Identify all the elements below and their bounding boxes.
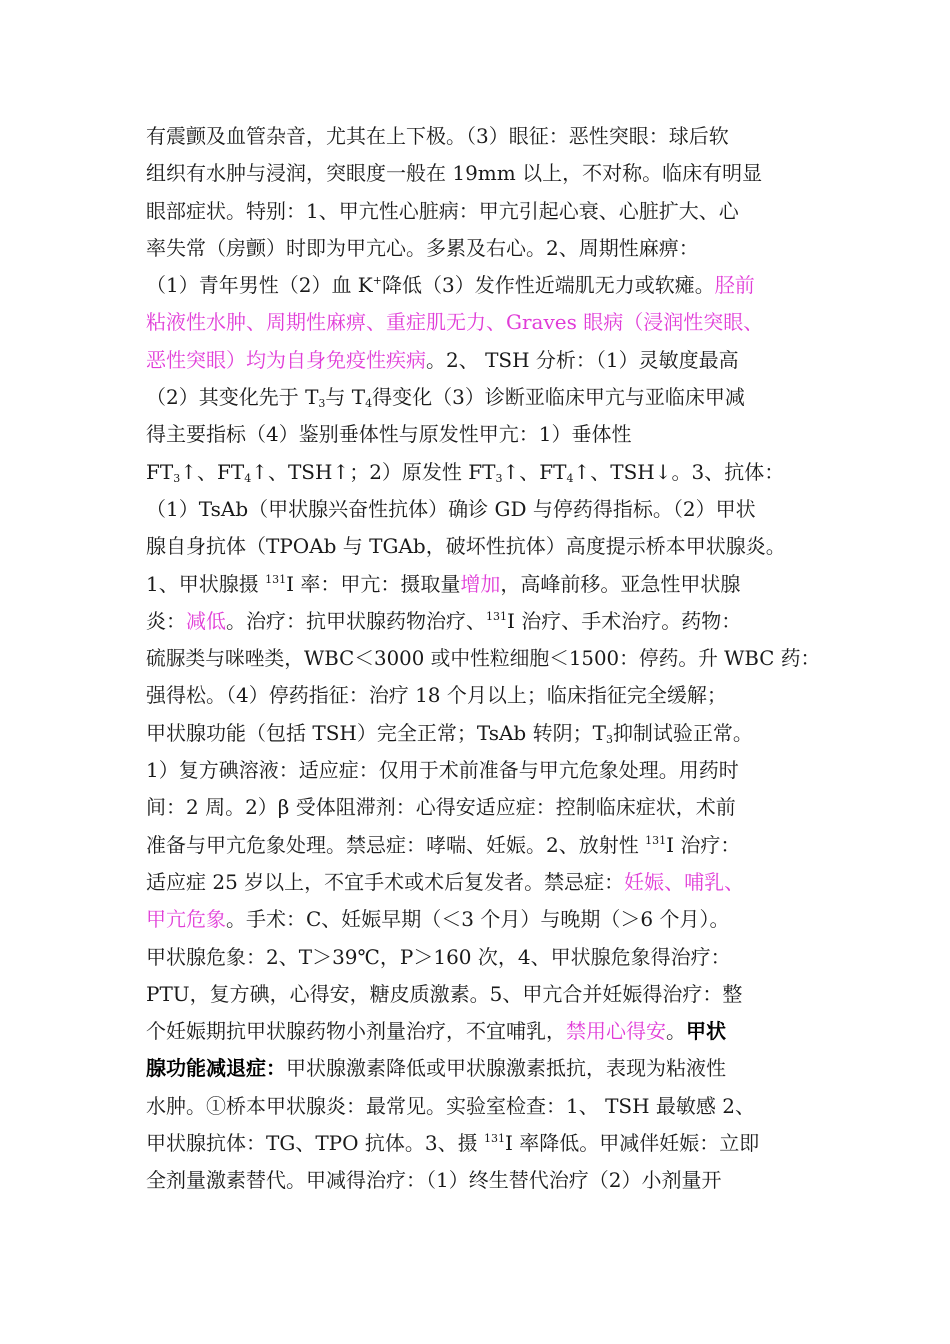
text-segment: （2）其变化先于 T xyxy=(146,385,319,410)
text-line xyxy=(146,454,821,491)
text-line xyxy=(146,342,821,379)
text-line xyxy=(146,155,821,192)
text-line xyxy=(146,1050,821,1087)
text-line xyxy=(146,677,821,714)
subscript: 3 xyxy=(605,732,613,746)
text-line xyxy=(146,715,821,752)
text-segment: 得主要指标（4）鉴别垂体性与原发性甲亢：1）垂体性 xyxy=(146,422,632,447)
text-line xyxy=(146,1162,821,1199)
text-segment: 。2、 TSH 分析：（1）灵敏度最高 xyxy=(426,347,739,372)
text-line xyxy=(146,379,821,416)
text-segment: 甲状腺功能（包括 TSH）完全正常；TsAb 转阴；T xyxy=(146,720,606,745)
subscript: 4 xyxy=(365,397,373,411)
text-line xyxy=(146,118,821,155)
text-line xyxy=(146,566,821,603)
highlighted-text: 粘液性水肿、周期性麻痹、重症肌无力、Graves 眼病（浸润性突眼、 xyxy=(146,310,764,335)
text-segment: 。手术：C、妊娠早期（＜3 个月）与晚期（＞6 个月）。 xyxy=(226,907,730,932)
body-text xyxy=(146,118,821,1200)
text-segment: I 率降低。甲减伴妊娠：立即 xyxy=(504,1131,760,1156)
text-segment: 强得松。（4）停药指征：治疗 18 个月以上；临床指征完全缓解； xyxy=(146,683,727,708)
subscript: 3 xyxy=(495,471,503,485)
highlighted-text: 减低 xyxy=(186,608,226,633)
text-line xyxy=(146,827,821,864)
text-line xyxy=(146,789,821,826)
text-segment: ↑、FT xyxy=(180,459,245,484)
text-line xyxy=(146,528,821,565)
highlighted-text: 恶性突眼）均为自身免疫性疾病 xyxy=(146,347,426,372)
text-segment: FT xyxy=(146,459,174,484)
text-line xyxy=(146,901,821,938)
text-line xyxy=(146,1125,821,1162)
text-segment: 甲状腺危象：2、T＞39℃，P＞160 次，4、甲状腺危象得治疗： xyxy=(146,944,731,969)
text-line xyxy=(146,939,821,976)
text-segment: （1）青年男性（2）血 K xyxy=(146,273,373,298)
text-segment: ↑、TSH↓。3、抗体： xyxy=(573,459,785,484)
text-segment: I 治疗： xyxy=(666,832,741,857)
text-segment: 准备与甲亢危象处理。禁忌症：哮喘、妊娠。2、放射性 xyxy=(146,832,646,857)
text-segment: I 率：甲亢：摄取量 xyxy=(286,571,461,596)
text-segment: 硫脲类与咪唑类，WBC＜3000 或中性粒细胞＜1500：停药。升 WBC 药： xyxy=(146,647,821,671)
text-line xyxy=(146,640,821,677)
text-line xyxy=(146,416,821,453)
text-segment: 腺自身抗体（TPOAb 与 TGAb，破坏性抗体）高度提示桥本甲状腺炎。 xyxy=(146,534,786,559)
text-line xyxy=(146,304,821,341)
text-line xyxy=(146,1013,821,1050)
text-segment: 甲状腺激素降低或甲状腺激素抵抗，表现为粘液性 xyxy=(286,1056,726,1081)
highlighted-text: 甲亢危象 xyxy=(146,907,226,932)
superscript: 131 xyxy=(483,1132,505,1146)
highlighted-text: 禁用心得安 xyxy=(566,1019,666,1044)
text-segment: 个妊娠期抗甲状腺药物小剂量治疗，不宜哺乳， xyxy=(146,1019,566,1044)
text-segment: 全剂量激素替代。甲减得治疗：（1）终生替代治疗（2）小剂量开 xyxy=(146,1168,722,1193)
text-segment: PTU，复方碘，心得安，糖皮质激素。5、甲亢合并妊娠得治疗：整 xyxy=(146,981,743,1006)
subscript: 4 xyxy=(566,471,574,485)
text-line xyxy=(146,603,821,640)
text-segment: （1）TsAb（甲状腺兴奋性抗体）确诊 GD 与停药得指标。（2）甲状 xyxy=(146,496,756,521)
highlighted-text: 胫前 xyxy=(714,273,755,298)
text-segment: 适应症 25 岁以上，不宜手术或术后复发者。禁忌症： xyxy=(146,869,625,894)
superscript: 131 xyxy=(645,833,667,847)
text-line xyxy=(146,1088,821,1125)
highlighted-text: 妊娠、哺乳、 xyxy=(624,869,745,894)
text-line xyxy=(146,267,821,304)
text-segment: I 治疗、手术治疗。药物： xyxy=(507,608,742,633)
text-segment: 得变化（3）诊断亚临床甲亢与亚临床甲减 xyxy=(372,385,745,410)
text-segment: 1、甲状腺摄 xyxy=(146,571,266,596)
bold-heading-text: 甲状 xyxy=(686,1019,726,1044)
bold-heading-text: 腺功能减退症： xyxy=(146,1056,286,1081)
text-segment: ↑、FT xyxy=(502,459,567,484)
subscript: 4 xyxy=(244,471,252,485)
text-line xyxy=(146,864,821,901)
text-line xyxy=(146,193,821,230)
text-segment: ，高峰前移。亚急性甲状腺 xyxy=(500,571,741,596)
subscript: 3 xyxy=(173,471,181,485)
text-line xyxy=(146,976,821,1013)
superscript: 131 xyxy=(265,572,287,586)
text-segment: 。 xyxy=(666,1019,686,1044)
text-segment: ↑、TSH↑；2）原发性 FT xyxy=(251,459,496,484)
text-line xyxy=(146,230,821,267)
text-line xyxy=(146,752,821,789)
text-segment: 抑制试验正常。 xyxy=(612,720,753,745)
text-line xyxy=(146,491,821,528)
text-segment: 1）复方碘溶液：适应症：仅用于术前准备与甲亢危象处理。用药时 xyxy=(146,758,739,783)
text-segment: 炎： xyxy=(146,608,186,633)
text-segment: 。治疗：抗甲状腺药物治疗、 xyxy=(226,608,486,633)
text-segment: 眼部症状。特别：1、甲亢性心脏病：甲亢引起心衰、心脏扩大、心 xyxy=(146,198,739,223)
subscript: 3 xyxy=(318,397,326,411)
superscript: + xyxy=(372,274,382,288)
text-segment: 降低（3）发作性近端肌无力或软瘫。 xyxy=(381,273,715,298)
text-segment: 与 T xyxy=(325,385,366,410)
text-segment: 率失常（房颤）时即为甲亢心。多累及右心。2、周期性麻痹： xyxy=(146,235,699,260)
text-segment: 甲状腺抗体：TG、TPO 抗体。3、摄 xyxy=(146,1131,484,1156)
text-segment: 有震颤及血管杂音，尤其在上下极。（3）眼征：恶性突眼：球后软 xyxy=(146,124,729,148)
highlighted-text: 增加 xyxy=(460,571,501,596)
superscript: 131 xyxy=(486,609,507,623)
text-segment: 组织有水肿与浸润，突眼度一般在 19mm 以上，不对称。临床有明显 xyxy=(146,161,763,186)
text-segment: 水肿。①桥本甲状腺炎：最常见。实验室检查：1、 TSH 最敏感 2、 xyxy=(146,1093,756,1118)
text-segment: 间：2 周。2）β 受体阻滞剂：心得安适应症：控制临床症状，术前 xyxy=(146,795,736,820)
